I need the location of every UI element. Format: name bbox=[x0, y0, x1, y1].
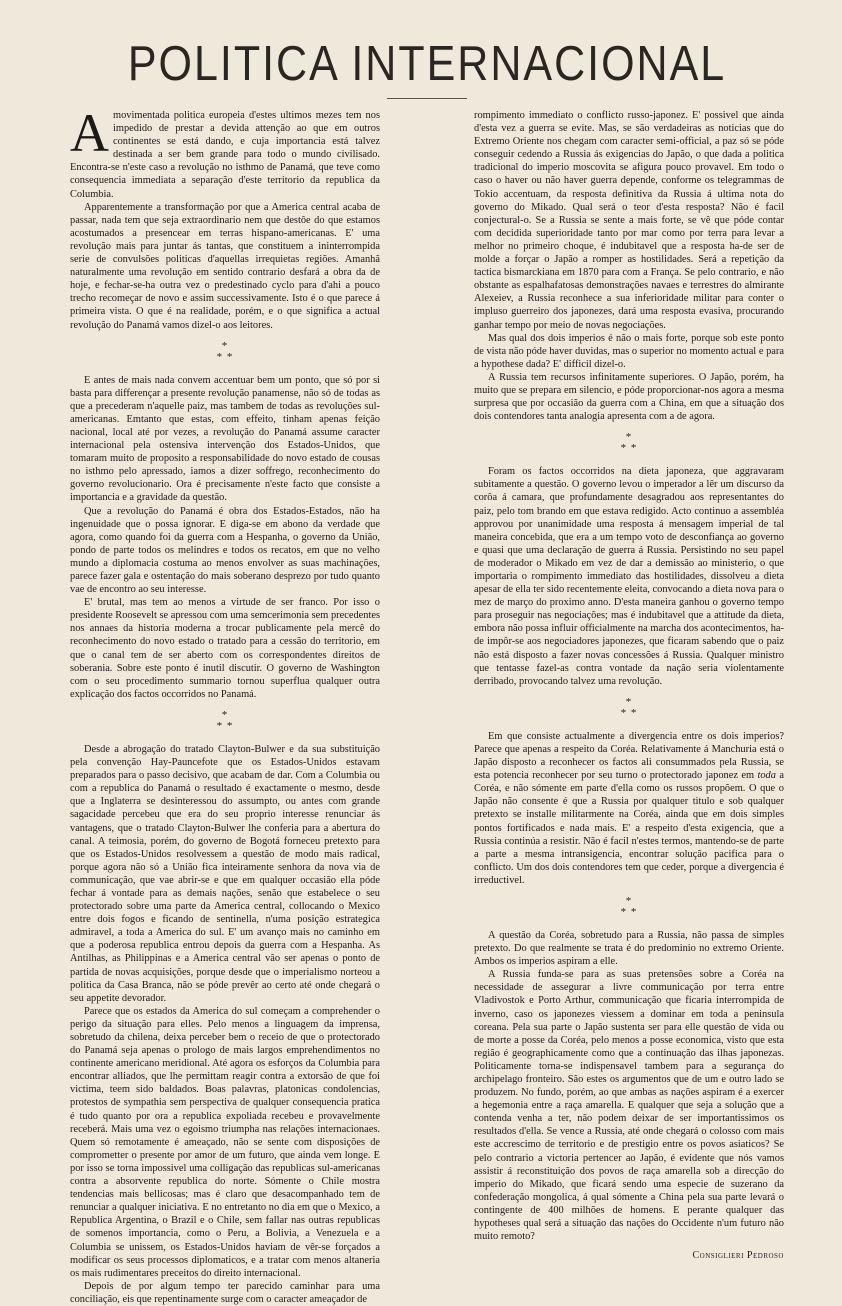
right-column bbox=[474, 109, 784, 1262]
paragraph bbox=[70, 103, 380, 201]
paragraph-text: movimentada politica europeia d'estes ultimos mezes tem nos impedido de prestar a devida attenção ao que em outros continentes se está dando, e cuja importancia está talvez destinada a ser bem grande para todo o mundo civilisado. Encontra-se n'este caso a revolução no isthmo de Panamá, que teve como consequencia immediata a separação d'este territorio da republica da Columbia. bbox=[70, 110, 380, 200]
section-separator: * * * bbox=[620, 894, 638, 918]
title-rule bbox=[387, 98, 467, 99]
paragraph: Parece que os estados da America do sul começam a comprehender o perigo da situação para elles. Pelo menos a linguagem da imprensa, sobretudo da chilena, deixa perceber bem o receio de que o protectorado do Panamá seja apenas o prologo de mais largos emprehendimentos no continente americano meridional. Até agora os esforços da Columbia para encontrar alliados, que lhe permittam reagir contra a extorsão de que foi victima, teem sido baldados. Boas palavras, platonicas condolencias, protestos de sympathia sem perspectiva de qualquer consequencia pratica é tudo quanto por ora a republica expoliada recebeu e provavelmente receberá. Mais uma vez o egoismo triumpha nas relações internacionaes. Quem só remotamente é ameaçado, não se sente com disposições de comprometter o presente por amor de um futuro, que ainda vem longe. E por isso se torna impossivel uma colligação das republicas sul-americanas contra a absorvente republica do norte. Sómente o Chile mostra tendencias mais bellicosas; mas é claro que desacompanhado tem de renunciar a qualquer iniciativa. E no entretanto no dia em que o Mexico, a Republica Argentina, o Brazil e o Chile, sem fallar nas outras republicas de somenos importancia, como o Peru, a Bolivia, a Venezuela e a Columbia se unissem, os Estados-Unidos haviam de vêr-se forçados a modificar os seus processos diplomaticos, e a tratar com menos altaneria os mais rudimentares preceitos do direito internacional. bbox=[70, 1005, 380, 1279]
paragraph: Em que consiste actualmente a divergencia entre os dois imperios? Parece que apenas a respeito da Coréa. Relativamente á Manchuria está o Japão disposto a reconhecer os factos ali consummados pela Russia, se esta potencia reconhecer por seu turno o protectorado japonez em toda a Coréa, e não sómente em parte d'ella como os russos propõem. O que o Japão não consente é que a Russia por qualquer titulo e sob qualquer pretexto se installe militarmente na Coréa, ainda que em dois simples pontos fortificados e nada mais. E' a respeito d'esta exigencia, que a Russia continúa a resistir. Não é facil n'estes termos, mantendo-se de parte a parte a mesma intransigencia, encontrar solução pacifica para o conflicto. Um dos dois contendores tem que ceder, porque a divergencia é irreductivel. bbox=[474, 730, 784, 886]
paragraph: E' brutal, mas tem ao menos a virtude de ser franco. Por isso o presidente Roosevelt se apressou com uma semcerimonia sem precedentes nos annaes da historia moderna a trocar publicamente pela mercê do reconhecimento do novo estado o tratado para a cessão do territorio, em que o canal tem de ser aberto com os correspondentes direitos de soberania. Sobre este ponto é inutil discutir. O governo de Washington com o seu procedimento summario tornou superflua qualquer outra explicação dos factos occorridos no Panamá. bbox=[70, 597, 380, 700]
paragraph: Apparentemente a transformação por que a America central acaba de passar, nada tem que seja extraordinario nem que destôe do que estamos acostumados a presencear em terras hispano-americanas. E' uma revolução mais para juntar ás tantas, que constituem a ininterrompida serie de convulsões politicas d'aquellas irrequietas regiões. Amanhã naturalmente uma revolução em sentido contrario desfará a obra da de hoje, e fechar-se-ha outra vez o predestinado cyclo para d'ahi a pouco trecho recomeçar de novo e assim successivamente. Isto é o que parece á primeira vista. O que é na realidade, porém, e o que significa a actual revolução do Panamá vamos dizel-o aos leitores. bbox=[70, 201, 380, 331]
paragraph: E antes de mais nada convem accentuar bem um ponto, que só por si basta para differençar a presente revolução panamense, não só de todas as que a precederam n'aquelle paiz, mas tambem de todas as revoluções sul-americanas. Emtanto que estas, com effeito, tinham apenas feição nacional, local até por vezes, a revolução do Panamá assume caracter internacional pela ostensiva intervenção dos Estados-Unidos, que tomaram muito de proposito a responsabilidade do novo estado de cousas no isthmo pelo apressado, iamos a dizer soffrego, reconhecimento do governo revolucionario. Ora é precisamente n'este facto que consiste a importancia e a gravidade da questão. bbox=[70, 374, 380, 504]
paragraph: rompimento immediato o conflicto russo-japonez. E' possivel que ainda d'esta vez a guerra se evite. Mas, se são verdadeiras as noticias que do Extremo Oriente nos chegam com caracter semi-official, a paz só se póde conseguir cedendo a Russia ás exigencias do Japão, o que dada a politica tradicional do imperio moscovita se afigura pouco provavel. Em todo o caso o haver ou não haver guerra depende, conforme os telegrammas de Tokio accentuam, da resposta definitiva da Russia á ultima nota do governo do Mikado. Qual será o teor d'esta resposta? Não é facil conjectural-o. Se a Russia se sente a mais forte, se vê que póde contar com decidida superioridade tanto por mar como por terra para levar a melhor no primeiro choque, é indubitavel que a resposta ha-de ser de molde a forçar o Japão a romper as hostilidades. Será a repetição da tactica bismarckiana em 1870 para com a França. Se pelo contrario, e não obstante as espalhafatosas demonstrações navaes e terrestres do almirante Alexeiev, a Russia reconhece a sua inferioridade militar para conter o impluso guerreiro dos japonezes, dará uma resposta evasiva, procurando ganhar tempo por meio de novas negociações. bbox=[474, 110, 784, 331]
emphasis: toda bbox=[757, 770, 776, 782]
paragraph: A Russia funda-se para as suas pretensões sobre a Coréa na necessidade de assegurar a livre communicação por terra entre Vladivostok e Porto Arthur, communicação que ficaria interrompida de inverno, caso os japonezes viessem a dominar em toda a peninsula coreana. Pela sua parte o Japão sustenta ser para elle questão de vida ou de morte a posse da Coréa, pelo menos a posse economica, visto que esta região é geographicamente como que a continuação das ilhas japonezas. Politicamente torna-se indispensavel tambem para a segurança do archipelago fronteiro. São estes os argumentos que de um e outro lado se produzem. No fundo, porém, ao que ambas as nações aspiram é a exercer a hegemonia entre a raça amarella. E qualquer que seja a solução que a contenda venha a ter, não podem deixar de ser importantissimos os resultados d'ella. Se vence a Russia, até onde chegará o colosso com mais este accrescimo de territorio e de prestigio entre os povos asiaticos? Se pelo contrario a victoria pertencer ao Japão, é evidente que nós vamos assistir á reconstituição dos povos de raça amarella sob a direcção do imperio do Mikado, que ficará sendo uma especie de suzerano da confederação mongolica, á qual sómente a China pela sua parte levará o contingente de 400 milhões de homens. E perante qualquer das hypotheses qual será a situação das nações do Occidente n'um futuro não muito remoto? bbox=[474, 969, 784, 1243]
section-separator: * * * bbox=[620, 695, 638, 719]
author-signature: Consiglieri Pedroso bbox=[692, 1250, 784, 1262]
paragraph: A Russia tem recursos infinitamente superiores. O Japão, porém, ha muito que se prepara em silencio, e póde proporcionar-nos agora a mesma surpresa que por occasião da guerra com a China, em que a situação dos dois contendores tanta analogia apresenta com a de agora. bbox=[474, 371, 784, 423]
left-column bbox=[70, 103, 380, 1305]
section-separator: * * * bbox=[620, 431, 638, 455]
section-separator: * * * bbox=[216, 708, 234, 732]
paragraph: A questão da Coréa, sobretudo para a Russia, não passa de simples pretexto. Do que realmente se trata é do predominio no extremo Oriente. Ambos os imperios aspiram a elle. bbox=[474, 929, 784, 968]
paragraph: Depois de por algum tempo ter parecido caminhar para uma conciliação, eis que repentinamente surge com o caracter ameaçador de bbox=[70, 1280, 380, 1305]
paragraph: Foram os factos occorridos na dieta japoneza, que aggravaram subitamente a questão. O governo levou o imperador a lêr um discurso da corôa á camara, que profundamente desagradou aos representantes do paiz, pelo tom brando em que estava redigido. Acto continuo a assembléa approvou por unanimidade uma resposta á mensagem imperial de tal maneira concebida, que era a um tempo voto de desconfiança ao governo e quasi que uma declaração de guerra á Russia. Persistindo no seu papel de moderador o Mikado em vez de dar a demissão ao ministerio, o que importaria o rompimento immediato das hostilidades, dissolveu a dieta apesar de ella ter sido recentemente eleita, convocando a dieta nova para o mez de março do proximo anno. D'esta maneira ganhou o governo tempo para proseguir nas negociações; mas é indubitavel que a attitude da dieta, embora não possa influir officialmente na marcha dos acontecimentos, ha-de impôr-se aos negociadores japonezes, que ficaram sabendo que o paiz não está disposto a fazer novas concessões á Russia. Qualquer ministro que tentasse fazel-as contra vontade da nação seria violentamente derribado, provocando talvez uma revolução. bbox=[474, 466, 784, 687]
paragraph: Que a revolução do Panamá é obra dos Estados-Estados, não ha ingenuidade que o possa ignorar. E diga-se em abono da verdade que agora, como quando foi da guerra com a Hespanha, o governo da União, pondo de parte todos os melindres e todos os recatos, em que no velho mundo a diplomacia costuma ao menos envolver as suas machinações, parece fazer gala e ostentação do mais soberano desprezo por tudo quanto vae de encontro ao seu interesse. bbox=[70, 505, 380, 596]
drop-cap: A bbox=[70, 103, 109, 163]
section-separator: * * * bbox=[216, 339, 234, 363]
article-columns bbox=[70, 103, 784, 1305]
paragraph: Mas qual dos dois imperios é não o mais forte, porque sob este ponto de vista não póde haver duvidas, mas o superior no momento actual e para a hypothese dada? E' difficil dizel-o. bbox=[474, 332, 784, 370]
paragraph: Desde a abrogação do tratado Clayton-Bulwer e da sua substituição pela convenção Hay-Pauncefote que os Estados-Unidos estavam preparados para o passo decisivo, que acabam de dar. Com a Columbia ou com a republica do Panamá o resultado é exactamente o mesmo, desde que a Inglaterra se desinteressou do assumpto, ou antes com grande sagacidade percebeu que era do seu proprio interesse renunciar ás vantagens, que o tratado Clayton-Bulwer lhe conferia para a abertura do canal. A teimosia, porém, do governo de Bogotá forneceu pretexto para que os Estados-Unidos resolvessem a questão de modo mais radical, porque agora não só a União fica inteiramente senhora da nova via de communicação, que vae abrir-se e que em qualquer occasião ella póde fechar á vontade para as demais nações, senão que estabelece o seu protectorado sobre uma parte da America central, collocando o Mexico entre dois fogos e ficando de sentinella, n'uma posição estrategica admiravel, a toda a America do sul. E' um avanço mais no caminho em que a poderosa republica entrou depois da guerra com a Hespanha. As Antilhas, as Philippinas e a America central vão ser apenas o ponto de partida de novas acquisições, porque desde que o imperialismo norteou a politica da Casa Branca, não se póde prevêr ao certo até onde chegará o seu appetite devorador. bbox=[70, 743, 380, 1004]
article-title: POLITICA INTERNACIONAL bbox=[127, 36, 727, 92]
